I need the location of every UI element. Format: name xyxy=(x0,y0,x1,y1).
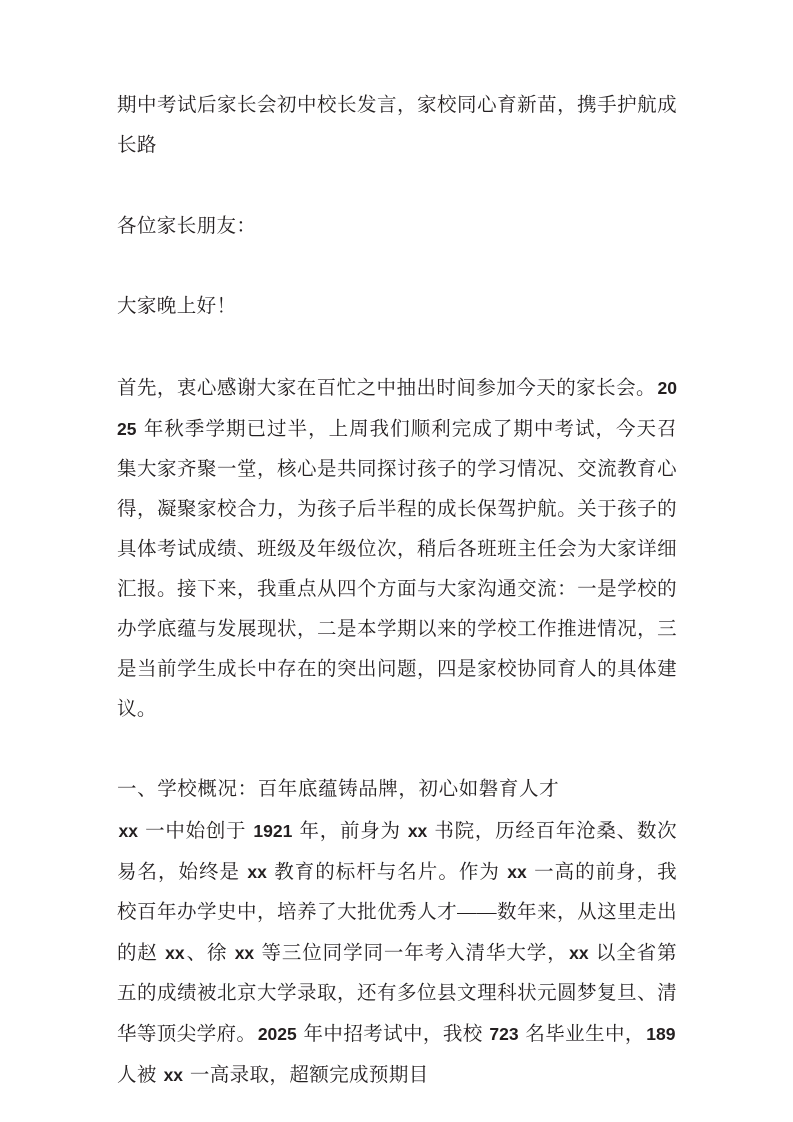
latin-run: xx xyxy=(118,821,138,841)
salutation-line: 各位家长朋友： xyxy=(117,216,257,237)
latin-run: xx xyxy=(234,943,255,963)
latin-run: xx xyxy=(507,862,527,882)
section-one-heading: 一、学校概况：百年底蕴铸品牌，初心如磐育人才 xyxy=(117,779,560,800)
latin-run: xx xyxy=(407,821,428,841)
latin-run: xx xyxy=(569,943,589,963)
intro-paragraph: 首先，衷心感谢大家在百忙之中抽出时间参加今天的家长会。2025 年秋季学期已过半，上周我们顺利完成了期中考试，今天召集大家齐聚一堂，核心是共同探讨孩子的学习情况、交流教育心得，凝聚家校合力，为孩子后半程的成长保驾护航。关于孩子的具体考试成绩、班级及年级位次，稍后各班班主任会为大家详细汇报。接下来，我重点从四个方面与大家沟通交流：一是学校的办学底蕴与发展现状，二是本学期以来的学校工作推进情况，三是当前学生成长中存在的突出问题，四是家校协同育人的具体建议。 xyxy=(117,378,677,720)
document-content xyxy=(117,86,677,1096)
document-title: 期中考试后家长会初中校长发言，家校同心育新苗，携手护航成长路 xyxy=(117,95,677,156)
latin-run: 2025 xyxy=(257,1024,297,1044)
latin-run: xx xyxy=(165,943,185,963)
latin-run: 189 xyxy=(646,1024,676,1044)
latin-run: 2025 xyxy=(117,378,677,439)
latin-run: xx xyxy=(163,1065,184,1085)
greeting-line: 大家晚上好！ xyxy=(117,296,237,317)
section-one-paragraph: xx 一中始创于 1921 年，前身为 xx 书院，历经百年沧桑、数次易名，始终是 xx 教育的标杆与名片。作为 xx 一高的前身，我校百年办学史中，培养了大批优秀人才——数年来，从这里走出的赵 xx、徐 xx 等三位同学同一年考入清华大学，xx 以全省第五的成绩被北京大学录取，还有多位县文理科状元圆梦复旦、清华等顶尖学府。2025 年中招考试中，我校 723 名毕业生中，189 人被 xx 一高录取，超额完成预期目 xyxy=(117,821,677,1086)
latin-run: 723 xyxy=(489,1024,519,1044)
latin-run: 1921 xyxy=(253,821,293,841)
latin-run: xx xyxy=(247,862,267,882)
